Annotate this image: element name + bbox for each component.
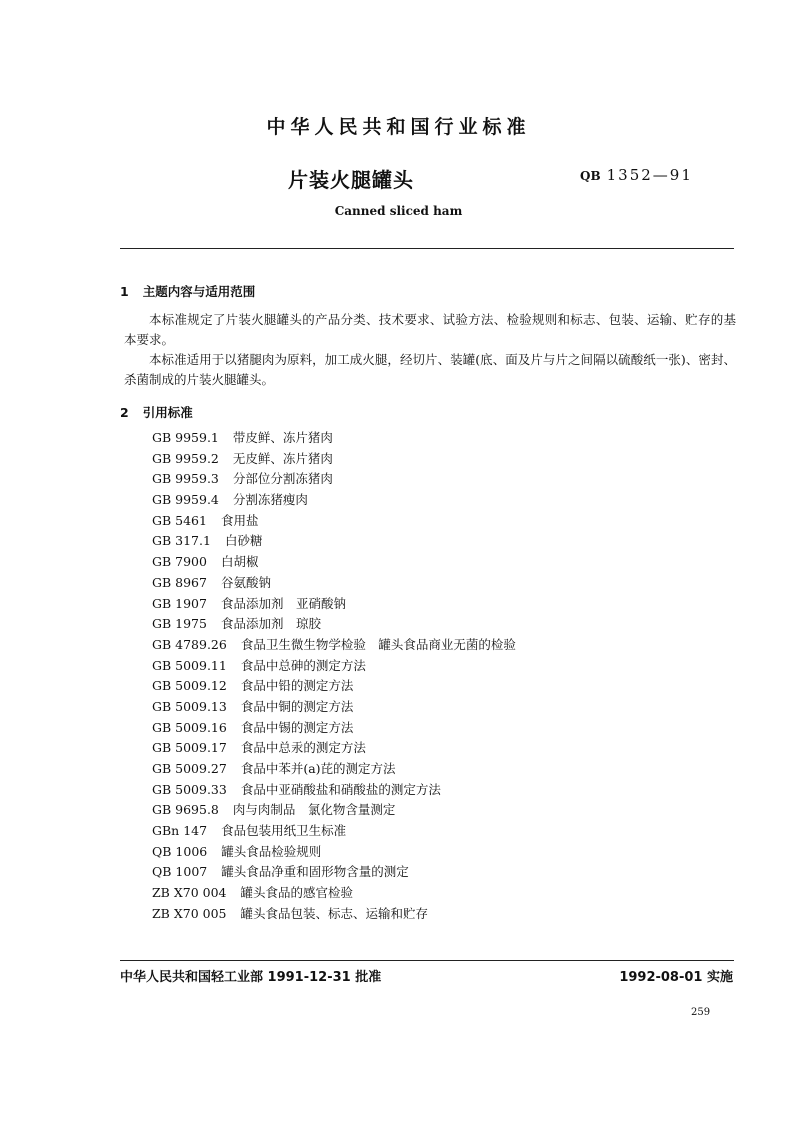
section-1-heading — [120, 282, 255, 300]
standard-code-number: 1352—91 — [606, 166, 693, 184]
effective-date: 1992-08-01 实施 — [619, 970, 733, 985]
reference-name: 罐头食品检验规则 — [221, 843, 322, 859]
reference-code: GBn 147 — [152, 823, 208, 839]
reference-item — [152, 821, 516, 842]
reference-code: GB 5009.27 — [152, 761, 227, 776]
reference-item — [152, 449, 516, 470]
reference-code: GB 4789.26 — [152, 636, 227, 652]
section-number: 2 — [120, 405, 129, 420]
reference-code: GB 5009.17 — [152, 740, 227, 756]
reference-name: 食用盐 — [220, 512, 259, 528]
reference-code: GB 9695.8 — [152, 802, 219, 818]
reference-name: 白砂糖 — [224, 533, 263, 549]
reference-code: QB 1006 — [152, 843, 208, 859]
reference-item — [152, 800, 516, 821]
reference-name: 罐头食品净重和固形物含量的测定 — [221, 864, 409, 880]
reference-code: GB 1975 — [152, 616, 207, 632]
footer-divider — [120, 960, 734, 961]
approval-date: 中华人民共和国轻工业部 1991-12-31 批准 — [120, 970, 382, 985]
reference-code: GB 5009.12 — [152, 678, 227, 694]
reference-item — [152, 614, 516, 635]
reference-name: 食品中总汞的测定方法 — [240, 740, 366, 756]
reference-item — [152, 656, 516, 677]
reference-item — [152, 780, 516, 801]
section-2-heading — [120, 403, 193, 421]
paragraph: 本标准适用于以猪腿肉为原料，加工成火腿，经切片、装罐(底、面及片与片之间隔以硫酸纸一张)、密封、杀菌制成的片装火腿罐头。 — [124, 352, 736, 387]
reference-list — [152, 428, 516, 925]
reference-name: 无皮鲜、冻片猪肉 — [232, 450, 333, 466]
standard-code-prefix: QB — [580, 169, 601, 183]
reference-item — [152, 697, 516, 718]
reference-name: 带皮鲜、冻片猪肉 — [232, 430, 333, 445]
page-number: 259 — [691, 1007, 711, 1018]
reference-code: GB 7900 — [152, 554, 207, 570]
reference-item — [152, 759, 516, 780]
reference-code: GB 5461 — [152, 512, 207, 528]
reference-code: GB 5009.16 — [152, 719, 227, 735]
reference-item — [152, 842, 516, 863]
reference-code: GB 5009.13 — [152, 698, 227, 714]
reference-code: ZB X70 005 — [152, 905, 227, 921]
reference-item — [152, 594, 516, 615]
reference-item — [152, 635, 516, 656]
english-title: Canned sliced ham — [334, 204, 463, 218]
reference-name: 食品包装用纸卫生标准 — [221, 823, 347, 839]
reference-name: 食品中亚硝酸盐和硝酸盐的测定方法 — [240, 781, 441, 797]
reference-code: GB 317.1 — [152, 533, 211, 549]
reference-item — [152, 428, 516, 449]
reference-name: 罐头食品包装、标志、运输和贮存 — [240, 905, 428, 921]
reference-name: 食品添加剂 琼胶 — [220, 616, 321, 632]
reference-name: 食品中铜的测定方法 — [240, 698, 354, 714]
reference-code: GB 9959.3 — [152, 471, 219, 487]
reference-code: GB 9959.2 — [152, 450, 219, 466]
header-divider — [120, 248, 734, 249]
standard-code — [580, 166, 693, 184]
reference-item — [152, 469, 516, 490]
reference-item — [152, 738, 516, 759]
section-title: 引用标准 — [142, 405, 193, 420]
reference-code: GB 5009.11 — [152, 657, 227, 673]
reference-name: 食品卫生微生物学检验 罐头食品商业无菌的检验 — [240, 636, 516, 652]
reference-item — [152, 883, 516, 904]
reference-name: 食品中苯并(a)芘的测定方法 — [240, 761, 396, 776]
reference-code: GB 5009.33 — [152, 781, 227, 797]
issuing-organization: 中华人民共和国行业标准 — [266, 116, 531, 138]
section-number: 1 — [120, 284, 129, 299]
reference-name: 谷氨酸钠 — [220, 574, 271, 590]
reference-item — [152, 904, 516, 925]
reference-name: 白胡椒 — [220, 554, 259, 570]
reference-name: 肉与肉制品 氯化物含量测定 — [232, 802, 396, 818]
reference-name: 食品中锡的测定方法 — [240, 719, 354, 735]
reference-name: 食品中铅的测定方法 — [240, 678, 354, 694]
reference-item — [152, 531, 516, 552]
reference-code: QB 1007 — [152, 864, 208, 880]
reference-item — [152, 573, 516, 594]
reference-item — [152, 862, 516, 883]
reference-code: GB 9959.1 — [152, 430, 219, 445]
reference-name: 食品中总砷的测定方法 — [240, 657, 366, 673]
reference-item — [152, 676, 516, 697]
reference-code: GB 9959.4 — [152, 492, 219, 508]
reference-name: 分部位分割冻猪肉 — [232, 471, 333, 487]
paragraph: 本标准规定了片装火腿罐头的产品分类、技术要求、试验方法、检验规则和标志、包装、运输、贮存的基本要求。 — [124, 312, 736, 347]
reference-code: ZB X70 004 — [152, 885, 227, 901]
document-title: 片装火腿罐头 — [288, 168, 414, 192]
reference-name: 食品添加剂 亚硝酸钠 — [220, 595, 346, 611]
reference-code: GB 1907 — [152, 595, 207, 611]
section-title: 主题内容与适用范围 — [142, 284, 256, 299]
reference-item — [152, 511, 516, 532]
reference-item — [152, 552, 516, 573]
reference-code: GB 8967 — [152, 574, 207, 590]
reference-name: 罐头食品的感官检验 — [240, 885, 353, 901]
reference-item — [152, 718, 516, 739]
reference-item — [152, 490, 516, 511]
reference-name: 分割冻猪瘦肉 — [232, 492, 308, 508]
